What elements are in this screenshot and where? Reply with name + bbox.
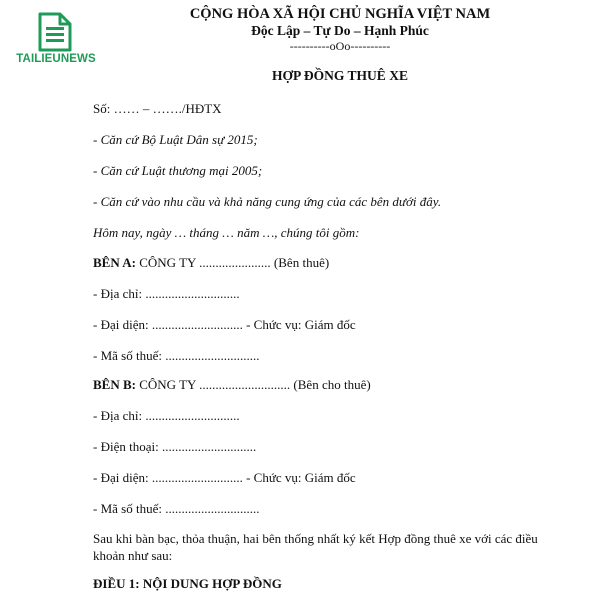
party-b-name: CÔNG TY ............................ (Bên cho thuê) [135,377,371,392]
contract-number: Số: …… – ……./HĐTX [93,101,222,116]
party-b-label: BÊN B: [93,377,136,392]
legal-basis-1: - Căn cứ Bộ Luật Dân sự 2015; [93,132,258,147]
document-title: HỢP ĐỒNG THUÊ XE [272,68,408,83]
article-1-heading: ĐIỀU 1: NỘI DUNG HỢP ĐỒNG [93,576,282,591]
party-a-address: - Địa chỉ: ............................. [93,286,240,301]
country-name: CỘNG HÒA XÃ HỘI CHỦ NGHĨA VIỆT NAM [189,6,491,22]
party-a-name: CÔNG TY ...................... (Bên thuê) [135,255,330,270]
site-logo[interactable] [14,10,98,70]
national-motto: Độc Lập – Tự Do – Hạnh Phúc [251,23,429,38]
party-a-name-line [93,255,329,271]
agreement-paragraph: Sau khi bàn bạc, thỏa thuận, hai bên thống nhất ký kết Hợp đồng thuê xe với các điều khoản như sau: [93,531,538,563]
party-b-name-line [93,377,371,393]
party-b-tax-code: - Mã số thuế: ............................. [93,501,260,516]
logo-text: TAILIEUNEWS [16,53,96,65]
legal-basis-3: - Căn cứ vào nhu cầu và khả năng cung ứng của các bên dưới đây. [93,194,442,209]
party-b-phone: - Điện thoại: ............................. [93,439,257,454]
party-a-representative: - Đại diện: ............................ - Chức vụ: Giám đốc [93,317,356,332]
header-separator: ----------oOo---------- [289,39,391,53]
legal-basis-2: - Căn cứ Luật thương mại 2005; [93,163,263,178]
party-a-tax-code: - Mã số thuế: ............................. [93,348,260,363]
party-a-label: BÊN A: [93,255,136,270]
party-b-representative: - Đại diện: ............................ - Chức vụ: Giám đốc [93,470,356,485]
date-line: Hôm nay, ngày … tháng … năm …, chúng tôi gồm: [93,225,360,240]
national-header [120,6,560,53]
document-icon [36,12,72,52]
party-b-address: - Địa chỉ: ............................. [93,408,240,423]
